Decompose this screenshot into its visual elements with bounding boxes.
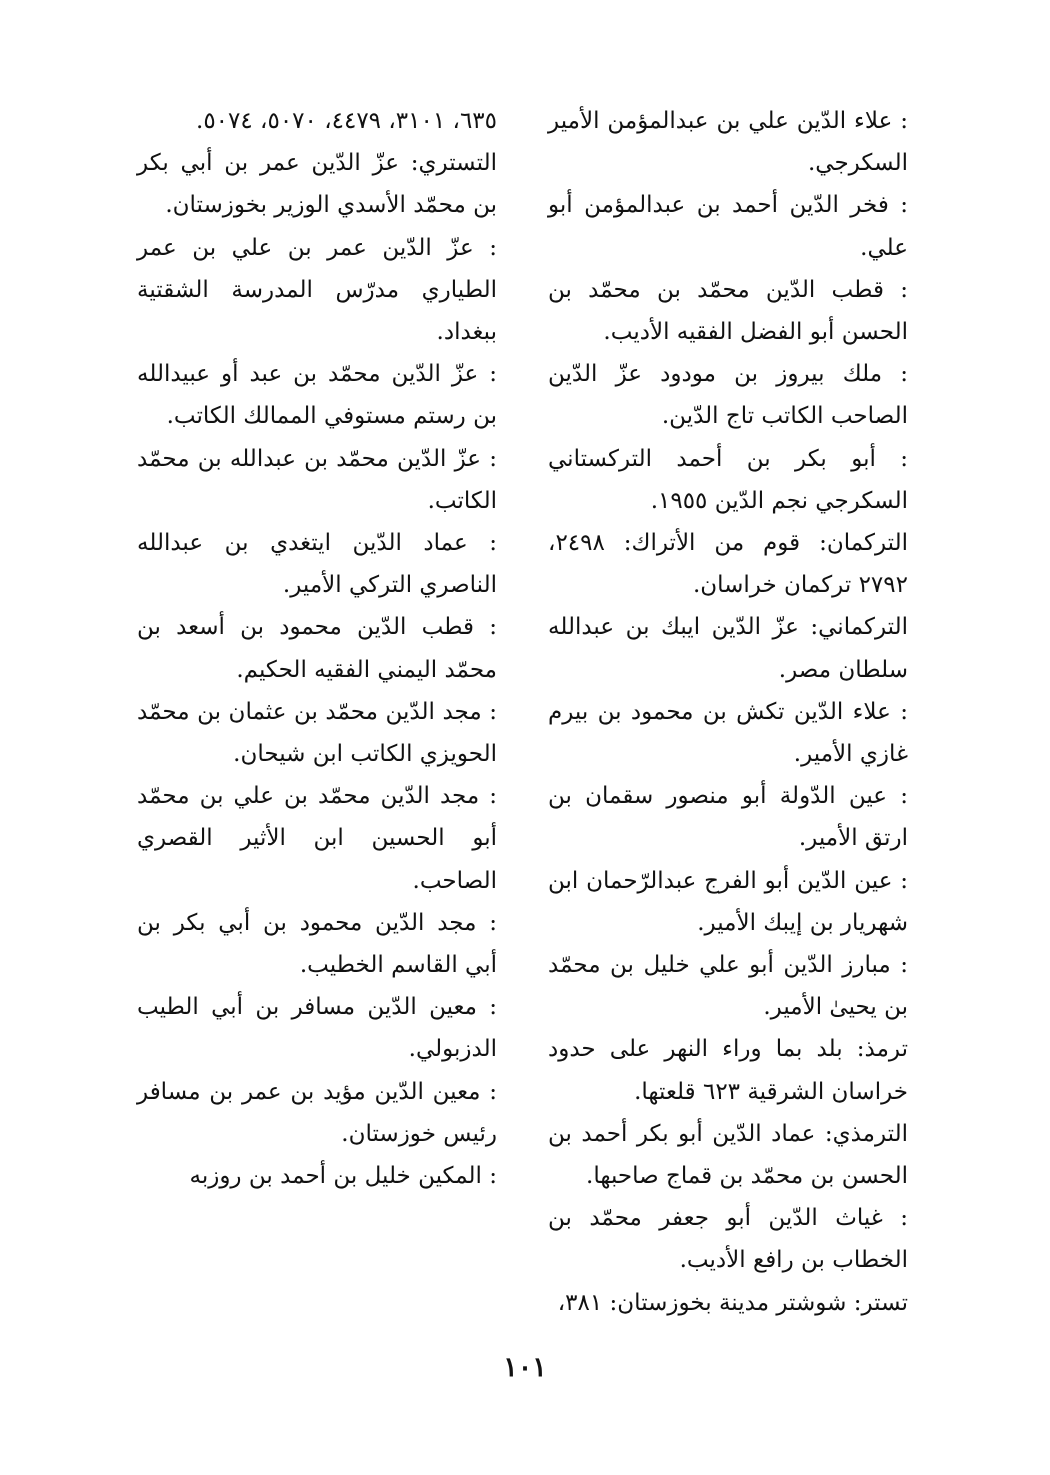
index-entry: : مجد الدّين محمّد بن علي بن محمّد أبو الحسين ابن الأثير القصري الصاحب. [137, 783, 497, 894]
index-entry: : عزّ الدّين محمّد بن عبد أو عبيدالله بن رستم مستوفي الممالك الكاتب. [137, 361, 497, 430]
page-number: ١٠١ [503, 1352, 547, 1383]
index-column-right [548, 100, 908, 1324]
index-entry: : معين الدّين مسافر بن أبي الطيب الدزبولي. [137, 994, 497, 1063]
index-entry: : علاء الدّين علي بن عبدالمؤمن الأمير السكرجي. [548, 108, 908, 177]
index-entry: : فخر الدّين أحمد بن عبدالمؤمن أبو علي. [548, 192, 908, 261]
index-entry: : قطب الدّين محمود بن أسعد بن محمّد اليمني الفقيه الحكيم. [137, 614, 497, 683]
index-entry: : عين الدّين أبو الفرج عبدالرّحمان ابن شهريار بن إيبك الأمير. [548, 867, 908, 936]
index-entry: التركماني: عزّ الدّين ايبك بن عبدالله سلطان مصر. [548, 614, 908, 683]
index-entry: ٦٣٥، ٣١٠١، ٤٤٧٩، ٥٠٧٠، ٥٠٧٤. [196, 108, 497, 134]
index-entry: : قطب الدّين محمّد بن محمّد بن الحسن أبو الفضل الفقيه الأديب. [548, 276, 908, 346]
index-entry: : مجد الدّين محمّد بن عثمان بن محمّد الحويزي الكاتب ابن شيحان. [137, 698, 497, 768]
index-entry: : مجد الدّين محمود بن أبي بكر بن أبي القاسم الخطيب. [137, 909, 497, 979]
index-entry: : المكين خليل بن أحمد بن روزبه [189, 1163, 497, 1190]
index-entry: : غياث الدّين أبو جعفر محمّد بن الخطاب بن رافع الأديب. [548, 1205, 908, 1274]
index-entry: : مبارز الدّين أبو علي خليل بن محمّد بن يحيىٰ الأمير. [548, 952, 908, 1021]
index-column-left [137, 100, 497, 1197]
index-entry: التركمان: قوم من الأتراك: ٢٤٩٨، ٢٧٩٢ تركمان خراسان. [548, 530, 908, 599]
index-entry: : عين الدّولة أبو منصور سقمان بن ارتق الأمير. [548, 783, 908, 852]
index-entry: : عماد الدّين ايتغدي بن عبدالله الناصري التركي الأمير. [137, 530, 497, 599]
index-entry: : علاء الدّين تكش بن محمود بن بيرم غازي الأمير. [548, 698, 908, 768]
index-entry: : عزّ الدّين عمر بن علي بن عمر الطياري مدرّس المدرسة الشقتية ببغداد. [137, 234, 497, 346]
index-entry: التستري: عزّ الدّين عمر بن أبي بكر بن محمّد الأسدي الوزير بخوزستان. [137, 150, 497, 219]
index-entry: تستر: شوشتر مدينة بخوزستان: ٣٨١، [557, 1289, 908, 1316]
index-entry: ترمذ: بلد بما وراء النهر على حدود خراسان الشرقية ٦٢٣ قلعتها. [548, 1036, 908, 1105]
index-entry: الترمذي: عماد الدّين أبو بكر أحمد بن الحسن بن محمّد بن قماج صاحبها. [548, 1120, 908, 1190]
index-entry: : عزّ الدّين محمّد بن عبدالله بن محمّد الكاتب. [137, 445, 497, 514]
index-entry: : أبو بكر بن أحمد التركستاني السكرجي نجم الدّين ١٩٥٥. [548, 445, 908, 514]
index-entry: : ملك بيروز بن مودود عزّ الدّين الصاحب الكاتب تاج الدّين. [548, 361, 908, 430]
index-entry: : معين الدّين مؤيد بن عمر بن مسافر رئيس خوزستان. [137, 1078, 497, 1147]
